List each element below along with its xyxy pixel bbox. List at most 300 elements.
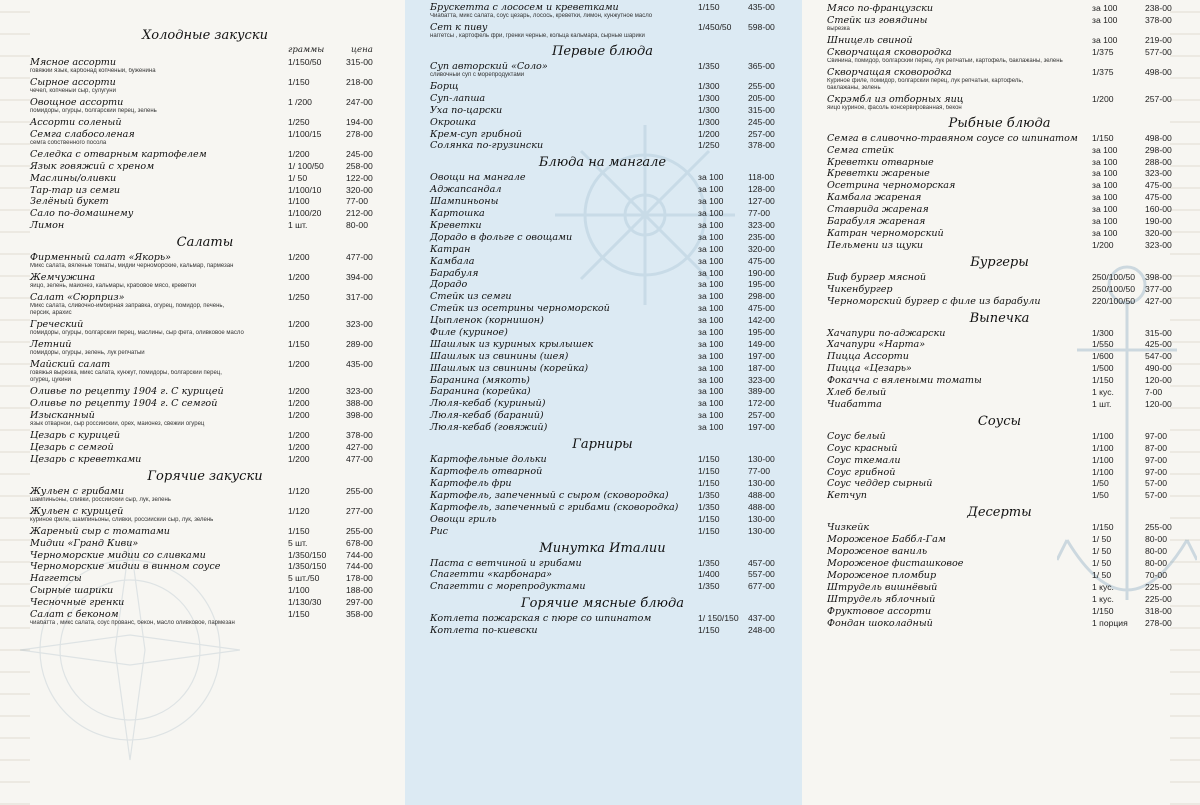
dish-price: 97-00: [1145, 430, 1167, 441]
menu-item: [827, 204, 1172, 215]
menu-item: [827, 387, 1172, 398]
dish-price: 130-00: [748, 454, 775, 465]
menu-item: [827, 15, 1172, 33]
dish-price: 475-00: [748, 255, 775, 266]
dish-weight: 1/ 150/150: [698, 613, 739, 624]
menu-column-right: [802, 0, 1200, 805]
dish-name: Фондан шоколадный: [827, 617, 933, 629]
dish-price: 437-00: [748, 613, 775, 624]
dish-name: Цезарь с курицей: [30, 430, 120, 442]
section-title: Выпечка: [969, 310, 1030, 326]
dish-weight: 1/375: [1092, 46, 1114, 57]
dish-weight: 1/200: [288, 430, 310, 441]
dish-weight: 1/200: [288, 386, 310, 397]
menu-item: [30, 252, 380, 270]
dish-name: Черноморские мидии в винном соусе: [30, 561, 221, 573]
dish-price: 212-00: [346, 208, 373, 219]
dish-price: 218-00: [346, 77, 373, 87]
dish-weight: 1/200: [698, 128, 720, 139]
dish-name: Мороженое пломбир: [827, 569, 937, 581]
dish-price: 315-00: [748, 104, 775, 115]
dish-weight: 1/350/150: [288, 549, 327, 560]
menu-item: [827, 339, 1172, 350]
dish-description: Микс салата, вяленые томаты, мидии черноморские, кальмар, пармезан: [30, 263, 234, 270]
dish-weight: 1/150: [288, 339, 310, 350]
menu-item: [30, 319, 380, 337]
dish-name: Жульен с курицей: [30, 505, 124, 517]
dish-name: Овощи гриль: [430, 513, 497, 525]
menu-item: [827, 582, 1172, 593]
dish-price: 80-00: [1145, 534, 1167, 545]
section-title: Первые блюда: [552, 44, 653, 59]
dish-description: Чиабатта, микс салата, соус цезарь, лосось, креветки, лимон, кунжутное масло: [430, 13, 653, 19]
dish-price: 388-00: [346, 398, 373, 409]
dish-price: 298-00: [748, 291, 775, 302]
dish-weight: 1/350/150: [288, 561, 327, 572]
dish-weight: 1/450/50: [698, 22, 732, 32]
menu-item: [430, 581, 775, 592]
dish-price: 195-00: [748, 279, 775, 290]
dish-name: Соус грибной: [827, 466, 896, 478]
dish-weight: 1/200: [288, 410, 310, 421]
dish-weight: 1/100/20: [288, 208, 322, 219]
dish-weight: 1/150: [1092, 375, 1114, 386]
dish-price: 120-00: [1145, 398, 1172, 409]
dish-price: 557-00: [748, 569, 775, 580]
dish-price: 130-00: [748, 513, 775, 524]
menu-item: [430, 268, 775, 279]
dish-name: Стейк из осетрины черноморской: [430, 303, 610, 315]
menu-item: [430, 232, 775, 243]
dish-name: Борщ: [430, 81, 459, 92]
menu-item: [430, 327, 775, 338]
menu-item: [827, 455, 1172, 466]
dish-weight: 1/150: [1092, 522, 1114, 533]
menu-item: [30, 149, 380, 160]
menu-item: [430, 22, 775, 40]
dish-name: Котлета пожарская с пюре со шпинатом: [430, 613, 652, 625]
dish-weight: за 100: [1092, 204, 1118, 215]
dish-price: 378-00: [748, 140, 775, 151]
dish-weight: 1/200: [288, 453, 310, 464]
dish-description: огурец, цукини: [30, 377, 71, 384]
menu-item: [430, 208, 775, 219]
dish-price: 427-00: [346, 441, 373, 452]
menu-item: [430, 140, 775, 151]
dish-weight: 1/250: [288, 117, 310, 127]
dish-weight: 1/100: [288, 196, 310, 207]
dish-weight: 1/250: [288, 292, 310, 303]
dish-weight: 1/200: [288, 319, 310, 330]
dish-name: Мороженое Баббл-Гам: [827, 534, 946, 546]
dish-weight: за 100: [698, 220, 724, 231]
dish-name: Семга стейк: [827, 144, 894, 156]
dish-price: 320-00: [346, 184, 373, 195]
menu-item: [827, 490, 1172, 501]
dish-name: Барабуля жареная: [827, 216, 926, 228]
dish-name: Суп-лапша: [430, 92, 486, 104]
menu-item: [430, 315, 775, 326]
dish-name: Штрудель яблочный: [827, 593, 936, 605]
dish-name: Дорадо: [430, 279, 468, 291]
section-title: Рыбные блюда: [948, 115, 1051, 131]
dish-price: 225-00: [1145, 593, 1172, 604]
dish-price: 323-00: [346, 386, 373, 397]
dish-price: 160-00: [1145, 204, 1172, 215]
dish-price: 87-00: [1145, 442, 1167, 453]
menu-item: [30, 117, 380, 128]
dish-price: 378-00: [1145, 14, 1172, 25]
menu-item: [827, 145, 1172, 156]
dish-price: 188-00: [346, 585, 373, 596]
menu-item: [30, 609, 380, 627]
dish-description: шампиньоны, сливки, российский сыр, лук, зелень: [30, 496, 171, 503]
dish-weight: 1/300: [698, 116, 720, 127]
menu-column-center: [405, 0, 802, 805]
dish-name: Картофель отварной: [430, 466, 543, 478]
dish-weight: 1/50: [1092, 490, 1109, 501]
dish-price: 389-00: [748, 386, 775, 397]
menu-item: [430, 61, 775, 79]
menu-item: [430, 478, 775, 489]
dish-description: сливочный суп с морепродуктами: [430, 72, 525, 78]
menu-item: [430, 613, 775, 624]
dish-price: 257-00: [1145, 93, 1172, 104]
dish-weight: 1/150: [288, 525, 310, 536]
dish-weight: 1 порция: [1092, 617, 1128, 628]
menu-item: [827, 375, 1172, 386]
dish-weight: за 100: [698, 374, 724, 385]
menu-item: [30, 597, 380, 608]
menu-item: [827, 240, 1172, 251]
menu-item: [430, 2, 775, 20]
dish-weight: 1/400: [698, 569, 720, 580]
menu-item: [827, 67, 1172, 92]
dish-name: Мясо по-французски: [827, 3, 934, 14]
dish-price: 194-00: [346, 117, 373, 127]
menu-item: [30, 161, 380, 172]
dish-price: 297-00: [346, 597, 373, 608]
menu-item: [430, 466, 775, 477]
dish-name: Дорадо в фольге с овощами: [430, 231, 573, 243]
dish-weight: 1/150: [1092, 605, 1114, 616]
dish-price: 57-00: [1145, 490, 1167, 501]
menu-item: [827, 192, 1172, 203]
dish-name: Сырное ассорти: [30, 77, 116, 88]
dish-name: Мидии «Гранд Киви»: [30, 537, 139, 549]
dish-weight: 1/150: [698, 625, 720, 636]
dish-weight: 1/200: [1092, 239, 1114, 250]
dish-weight: 1/150: [1092, 132, 1114, 143]
menu-item: [430, 558, 775, 569]
dish-name: Язык говяжий с хреном: [30, 160, 155, 172]
dish-weight: 1/ 50: [1092, 534, 1112, 545]
dish-name: Зелёный букет: [30, 196, 109, 208]
menu-item: [827, 467, 1172, 478]
dish-name: Наггетсы: [30, 573, 82, 585]
dish-name: Биф бургер мясной: [827, 271, 927, 283]
dish-weight: за 100: [698, 303, 724, 314]
dish-price: 277-00: [346, 505, 373, 516]
menu-item: [430, 410, 775, 421]
dish-weight: 1/ 50: [1092, 569, 1112, 580]
dish-price: 247-00: [346, 97, 373, 107]
dish-name: Скворчащая сковородка: [827, 46, 952, 58]
dish-name: Картофельные дольки: [430, 454, 547, 466]
dish-weight: 1/150: [698, 454, 720, 465]
dish-name: Хачапури «Нарта»: [827, 339, 926, 351]
dish-name: Салат «Сюрприз»: [30, 292, 125, 304]
dish-name: Хлеб белый: [827, 387, 887, 399]
dish-name: Оливье по рецепту 1904 г. С семгой: [30, 398, 218, 410]
dish-weight: 1/100: [288, 585, 310, 596]
menu-item: [827, 618, 1172, 629]
menu-item: [430, 514, 775, 525]
section-title: Десерты: [967, 505, 1032, 521]
dish-name: Креветки отварные: [827, 156, 934, 168]
dish-name: Чесночные гренки: [30, 597, 125, 609]
menu-item: [827, 570, 1172, 581]
dish-weight: 1/200: [1092, 93, 1114, 104]
dish-name: Оливье по рецепту 1904 г. С курицей: [30, 386, 224, 398]
menu-item: [30, 410, 380, 428]
dish-name: Пельмени из щуки: [827, 239, 924, 251]
dish-price: 80-00: [1145, 546, 1167, 557]
menu-item: [430, 184, 775, 195]
dish-price: 245-00: [748, 116, 775, 127]
dish-price: 744-00: [346, 561, 373, 572]
dish-name: Шашлык из куриных крылышек: [430, 338, 594, 350]
section-title: Соусы: [977, 413, 1022, 429]
menu-item: [827, 606, 1172, 617]
menu-item: [430, 363, 775, 374]
dish-name: Рис: [430, 525, 449, 537]
dish-weight: 1/ 50: [1092, 546, 1112, 557]
dish-weight: 1/350: [698, 61, 720, 71]
dish-price: 425-00: [1145, 339, 1172, 350]
dish-description: персик, арахис: [30, 310, 72, 317]
dish-weight: 1/500: [1092, 363, 1114, 374]
dish-name: Люля-кебаб (куриный): [430, 398, 546, 410]
dish-weight: 1 кус.: [1092, 581, 1114, 592]
dish-price: 488-00: [748, 501, 775, 512]
menu-item: [430, 625, 775, 636]
dish-weight: 1/200: [288, 398, 310, 409]
section-title: Блюда на мангале: [538, 155, 667, 171]
dish-description: чечел, копченый сыр, сулугуни: [30, 88, 116, 94]
dish-price: 435-00: [346, 359, 373, 370]
menu-item: [430, 303, 775, 314]
menu-item: [430, 196, 775, 207]
dish-name: Камбала: [430, 255, 475, 267]
dish-weight: за 100: [1092, 156, 1118, 167]
dish-name: Картошка: [430, 208, 485, 220]
dish-weight: 1 шт.: [1092, 398, 1112, 409]
menu-item: [827, 284, 1172, 295]
dish-price: 678-00: [346, 537, 373, 548]
dish-weight: 1/100: [1092, 466, 1114, 477]
dish-price: 475-00: [748, 303, 775, 314]
dish-price: 255-00: [346, 485, 373, 496]
dish-weight: за 100: [698, 255, 724, 266]
menu-item: [30, 398, 380, 409]
dish-price: 219-00: [1145, 34, 1172, 45]
dish-weight: 250/100/50: [1092, 271, 1136, 282]
dish-weight: за 100: [698, 422, 724, 433]
dish-price: 255-00: [346, 525, 373, 536]
menu-item: [827, 35, 1172, 46]
dish-name: Штрудель вишнёвый: [827, 581, 938, 593]
dish-name: Мороженое фисташковое: [827, 558, 964, 570]
menu-item: [827, 363, 1172, 374]
dish-weight: за 100: [698, 350, 724, 361]
dish-weight: за 100: [698, 315, 724, 326]
dish-name: Соус белый: [827, 430, 886, 442]
menu-item: [430, 386, 775, 397]
dish-price: 80-00: [1145, 558, 1167, 569]
menu-item: [30, 185, 380, 196]
dish-description: помидоры, огурцы, болгарский перец, зелень: [30, 108, 157, 114]
dish-weight: за 100: [698, 279, 724, 290]
dish-name: Уха по-царски: [430, 104, 503, 116]
dish-weight: 1/300: [698, 104, 720, 115]
dish-price: 457-00: [748, 557, 775, 568]
menu-item: [430, 569, 775, 580]
dish-price: 358-00: [346, 609, 373, 620]
dish-description: куриное филе, шампиньоны, сливки, российский сыр, лук, зелень: [30, 516, 214, 523]
dish-price: 127-00: [748, 196, 775, 207]
dish-name: Креветки жареные: [827, 168, 930, 180]
dish-weight: за 100: [698, 243, 724, 254]
dish-price: 197-00: [748, 422, 775, 433]
dish-name: Шампиньоны: [430, 196, 499, 208]
menu-item: [827, 168, 1172, 179]
dish-weight: за 100: [698, 362, 724, 373]
dish-price: 398-00: [346, 410, 373, 421]
dish-name: Спагетти с морепродуктами: [430, 581, 586, 593]
dish-weight: 1/150/50: [288, 57, 322, 67]
dish-name: Хачапури по-аджарски: [827, 327, 946, 339]
dish-weight: 1/250: [698, 140, 720, 151]
dish-weight: 1/200: [288, 441, 310, 452]
dish-price: 475-00: [1145, 180, 1172, 191]
dish-price: 398-00: [1145, 271, 1172, 282]
dish-price: 197-00: [748, 350, 775, 361]
dish-weight: 1/200: [288, 359, 310, 370]
dish-weight: за 100: [1092, 227, 1118, 238]
dish-name: Котлета по-киевски: [430, 625, 538, 637]
menu-item: [827, 216, 1172, 227]
dish-weight: 5 шт.: [288, 537, 308, 548]
dish-weight: 1/ 50: [288, 172, 308, 183]
dish-weight: за 100: [698, 267, 724, 278]
menu-item: [30, 454, 380, 465]
dish-weight: за 100: [698, 231, 724, 242]
dish-price: 744-00: [346, 549, 373, 560]
dish-price: 142-00: [748, 315, 775, 326]
dish-weight: 1/130/30: [288, 597, 322, 608]
dish-description: помидоры, огурцы, зелень, лук репчатый: [30, 350, 145, 357]
dish-name: Ассорти соленый: [30, 117, 122, 128]
dish-name: Крем-суп грибной: [430, 128, 522, 140]
menu-item: [827, 351, 1172, 362]
dish-weight: 1/300: [698, 92, 720, 103]
dish-name: Сало по-домашнему: [30, 208, 134, 220]
dish-price: 317-00: [346, 292, 373, 303]
dish-description: помидоры, огурцы, болгарский перец, маслины, сыр фета, оливковое масло: [30, 330, 244, 337]
dish-description: говяжья вырезка, микс салата, кунжут, помидоры, болгарский перец,: [30, 370, 222, 377]
dish-price: 130-00: [748, 525, 775, 536]
dish-weight: за 100: [698, 410, 724, 421]
dish-price: 377-00: [1145, 283, 1172, 294]
dish-weight: за 100: [698, 172, 724, 183]
dish-price: 245-00: [346, 148, 373, 159]
dish-price: 427-00: [1145, 295, 1172, 306]
dish-name: Жульен с грибами: [30, 485, 125, 497]
dish-price: 122-00: [346, 172, 373, 183]
menu-item: [430, 398, 775, 409]
menu-item: [30, 442, 380, 453]
menu-item: [430, 339, 775, 350]
dish-price: 97-00: [1145, 466, 1167, 477]
dish-weight: 1/200: [288, 148, 310, 159]
menu-item: [430, 244, 775, 255]
menu-item: [827, 94, 1172, 112]
dish-price: 490-00: [1145, 363, 1172, 374]
dish-price: 318-00: [1145, 605, 1172, 616]
dish-price: 677-00: [748, 581, 775, 592]
dish-name: Осетрина черноморская: [827, 180, 956, 192]
menu-item: [30, 486, 380, 504]
menu-item: [430, 502, 775, 513]
dish-price: 320-00: [1145, 227, 1172, 238]
section-title: Горячие мясные блюда: [521, 596, 684, 612]
menu-item: [827, 534, 1172, 545]
dish-weight: 250/100/50: [1092, 283, 1136, 294]
dish-weight: 1/375: [1092, 66, 1114, 77]
dish-name: Паста с ветчиной и грибами: [430, 557, 582, 569]
dish-weight: 1/120: [288, 505, 310, 516]
dish-price: 248-00: [748, 625, 775, 636]
dish-weight: 1/350: [698, 557, 720, 568]
menu-item: [430, 220, 775, 231]
dish-name: Спагетти «карбонара»: [430, 569, 553, 581]
dish-weight: 1/100: [1092, 454, 1114, 465]
dish-name: Пицца Ассорти: [827, 351, 909, 363]
dish-description: вырезка: [827, 25, 850, 32]
menu-item: [30, 57, 380, 75]
dish-name: Филе (куриное): [430, 327, 508, 339]
dish-name: Соус чеддер сырный: [827, 478, 933, 490]
menu-item: [827, 443, 1172, 454]
dish-price: 435-00: [748, 2, 775, 12]
dish-weight: 1/150: [698, 525, 720, 536]
dish-name: Жареный сыр с томатами: [30, 525, 170, 537]
menu-item: [30, 339, 380, 357]
dish-weight: 1/300: [1092, 327, 1114, 338]
dish-name: Семга слабосоленая: [30, 128, 135, 140]
dish-name: Овощное ассорти: [30, 97, 124, 108]
dish-weight: 1/350: [698, 581, 720, 592]
dish-name: Фирменный салат «Якорь»: [30, 252, 172, 264]
dish-description: баклажаны, зелень: [827, 84, 881, 91]
dish-price: 488-00: [748, 489, 775, 500]
menu-item: [30, 77, 380, 95]
dish-price: 278-00: [346, 128, 373, 139]
dish-weight: 1/100/15: [288, 128, 322, 139]
menu-item: [430, 105, 775, 116]
dish-price: 187-00: [748, 362, 775, 373]
